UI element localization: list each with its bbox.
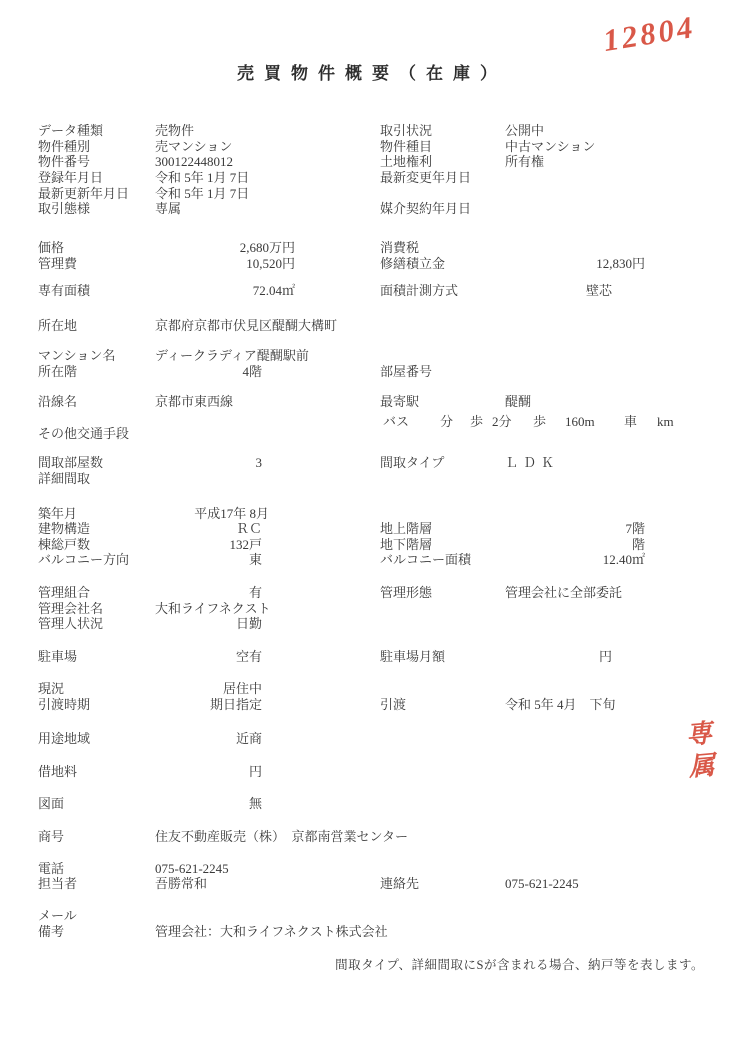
- field-value: 中古マンション: [505, 139, 596, 154]
- doc-row: [38, 585, 645, 600]
- field-label: 物件種目: [380, 139, 433, 154]
- field-label: 棟総戸数: [38, 537, 91, 552]
- field-value: 所有権: [505, 154, 545, 169]
- field-label: 電話: [38, 861, 65, 876]
- field-value: 醍醐: [505, 394, 532, 409]
- field-value: 132戸: [229, 537, 262, 552]
- doc-row: [38, 318, 655, 333]
- field-label: バルコニー面積: [380, 552, 472, 567]
- field-label: 登録年月日: [38, 170, 104, 185]
- field-value: [155, 908, 295, 923]
- doc-row: [38, 364, 645, 379]
- field-value: 令和 5年 4月 下旬: [505, 697, 616, 712]
- field-label: 土地権利: [380, 154, 433, 169]
- doc-row: [38, 139, 645, 154]
- doc-row: [38, 170, 645, 185]
- doc-row: [38, 201, 645, 216]
- field-label: データ種類: [38, 123, 104, 138]
- field-label: 駐車場: [38, 649, 78, 664]
- field-value: ＬＤＫ: [505, 455, 560, 470]
- doc-row: [38, 601, 295, 616]
- doc-row: [38, 426, 295, 441]
- access-part: 歩: [533, 414, 547, 429]
- field-value: 売物件: [155, 123, 195, 138]
- field-label: 駐車場月額: [380, 649, 446, 664]
- field-label: 築年月: [38, 506, 78, 521]
- field-value: 平成17年 8月: [194, 506, 269, 521]
- field-label: 担当者: [38, 876, 78, 891]
- access-part: 160m: [565, 414, 595, 429]
- footnote-text: 間取タイプ、詳細間取にSが含まれる場合、納戸等を表します。: [335, 958, 704, 972]
- field-value: 円: [248, 764, 262, 779]
- field-value: 075-621-2245: [155, 861, 229, 876]
- access-part: km: [657, 414, 674, 429]
- field-value: [155, 426, 295, 441]
- doc-row: [38, 924, 655, 939]
- doc-row: [38, 731, 295, 746]
- field-label: 所在階: [38, 364, 78, 379]
- field-value: 4階: [242, 364, 262, 379]
- doc-row: [38, 186, 295, 201]
- field-label: 部屋番号: [380, 364, 433, 379]
- field-value: [505, 240, 645, 255]
- field-label: 詳細間取: [38, 471, 91, 486]
- field-value: 京都市東西線: [155, 394, 234, 409]
- access-detail-row: [383, 414, 677, 429]
- field-value: 72.04㎡: [252, 283, 295, 298]
- doc-row: [38, 876, 645, 891]
- field-value: 居住中: [222, 681, 262, 696]
- field-value: 京都府京都市伏見区醍醐大構町: [155, 318, 338, 333]
- field-label: 物件番号: [38, 154, 91, 169]
- doc-row: [38, 506, 295, 521]
- field-label: 取引状況: [380, 123, 433, 138]
- doc-row: [38, 861, 295, 876]
- field-value: 近商: [235, 731, 262, 746]
- field-value: 住友不動産販売（株） 京都南営業センター: [155, 829, 408, 844]
- field-value: 管理会社に全部委託: [505, 585, 623, 600]
- field-label: 地下階層: [380, 537, 433, 552]
- field-label: 管理人状況: [38, 616, 104, 631]
- doc-row: [38, 240, 645, 255]
- field-value: [505, 364, 645, 379]
- field-value: 3: [255, 455, 262, 470]
- access-part: 歩: [470, 414, 484, 429]
- doc-row: [38, 649, 645, 664]
- access-part: 分: [440, 414, 454, 429]
- field-label: 媒介契約年月日: [380, 201, 472, 216]
- doc-row: [38, 521, 645, 536]
- field-label: 連絡先: [380, 876, 420, 891]
- doc-row: [38, 394, 645, 409]
- field-value: 有: [248, 585, 262, 600]
- field-label: その他交通手段: [38, 426, 130, 441]
- field-label: マンション名: [38, 348, 116, 363]
- field-value: 2,680万円: [239, 240, 295, 255]
- field-value: [505, 201, 645, 216]
- handwritten-number-annotation: 12804: [600, 8, 698, 59]
- field-value: 12.40㎡: [602, 552, 645, 567]
- doc-row: [38, 552, 645, 567]
- field-label: 図面: [38, 796, 65, 811]
- field-value: ディークラディア醍醐駅前: [155, 348, 309, 363]
- doc-row: [38, 154, 645, 169]
- field-value: [505, 170, 645, 185]
- field-value: 階: [631, 537, 645, 552]
- doc-row: [38, 616, 295, 631]
- field-label: 間取タイプ: [380, 455, 445, 470]
- doc-row: [38, 908, 295, 923]
- field-label: 建物構造: [38, 521, 91, 536]
- field-label: 修繕積立金: [380, 256, 446, 271]
- doc-row: [38, 796, 295, 811]
- field-label: 引渡: [380, 697, 407, 712]
- field-label: 所在地: [38, 318, 78, 333]
- field-value: 円: [598, 649, 612, 664]
- field-label: 最新更新年月日: [38, 186, 130, 201]
- field-label: 借地料: [38, 764, 78, 779]
- field-value: 無: [248, 796, 262, 811]
- access-part: 2分: [492, 414, 512, 429]
- field-value: 075-621-2245: [505, 876, 579, 891]
- field-value: 期日指定: [209, 697, 262, 712]
- field-label: 用途地域: [38, 731, 91, 746]
- field-value: 令和 5年 1月 7日: [155, 186, 250, 201]
- field-label: 管理形態: [380, 585, 433, 600]
- access-part: バス: [383, 414, 410, 429]
- field-value: 東: [248, 552, 262, 567]
- field-value: 空有: [235, 649, 262, 664]
- doc-row: [38, 455, 645, 470]
- doc-row: [38, 471, 295, 486]
- field-label: 最寄駅: [380, 394, 420, 409]
- access-part: 車: [624, 414, 638, 429]
- doc-row: [38, 829, 655, 844]
- field-label: 最新変更年月日: [380, 170, 472, 185]
- field-label: 地上階層: [380, 521, 433, 536]
- doc-row: [38, 537, 645, 552]
- field-value: 管理会社：大和ライフネクスト株式会社: [155, 924, 388, 939]
- doc-row: [38, 697, 645, 712]
- field-label: 管理費: [38, 256, 78, 271]
- field-value: 公開中: [505, 123, 545, 138]
- field-label: 備考: [38, 924, 65, 939]
- doc-row: [38, 348, 655, 363]
- field-label: 沿線名: [38, 394, 78, 409]
- field-value: 令和 5年 1月 7日: [155, 170, 250, 185]
- field-label: 引渡時期: [38, 697, 91, 712]
- doc-row: [38, 123, 645, 138]
- handwritten-stamp-annotation: 専属: [681, 718, 716, 786]
- field-label: 物件種別: [38, 139, 91, 154]
- doc-row: [38, 764, 295, 779]
- field-label: 取引態様: [38, 201, 91, 216]
- field-label: 専有面積: [38, 283, 91, 298]
- field-value: 300122448012: [155, 154, 233, 169]
- field-value: 7階: [625, 521, 645, 536]
- field-value: 売マンション: [155, 139, 233, 154]
- field-value: 12,830円: [596, 256, 645, 271]
- field-label: メール: [38, 908, 77, 923]
- field-value: 吾勝常和: [155, 876, 208, 891]
- field-value: 壁芯: [585, 283, 612, 298]
- field-value: ＲＣ: [235, 521, 262, 536]
- field-label: 商号: [38, 829, 65, 844]
- field-label: 管理組合: [38, 585, 91, 600]
- field-value: 日勤: [235, 616, 262, 631]
- field-label: 管理会社名: [38, 601, 104, 616]
- doc-row: [38, 283, 645, 298]
- doc-row: [38, 256, 645, 271]
- field-label: バルコニー方向: [38, 552, 130, 567]
- field-value: 専属: [155, 201, 182, 216]
- field-value: 大和ライフネクスト: [155, 601, 271, 616]
- document-title: 売買物件概要（在庫）: [237, 64, 507, 83]
- field-label: 現況: [38, 681, 65, 696]
- field-label: 面積計測方式: [380, 283, 459, 298]
- field-label: 消費税: [380, 240, 420, 255]
- field-value: [155, 471, 295, 486]
- field-label: 価格: [38, 240, 65, 255]
- doc-row: [38, 681, 295, 696]
- field-value: 10,520円: [246, 256, 295, 271]
- field-label: 間取部屋数: [38, 455, 104, 470]
